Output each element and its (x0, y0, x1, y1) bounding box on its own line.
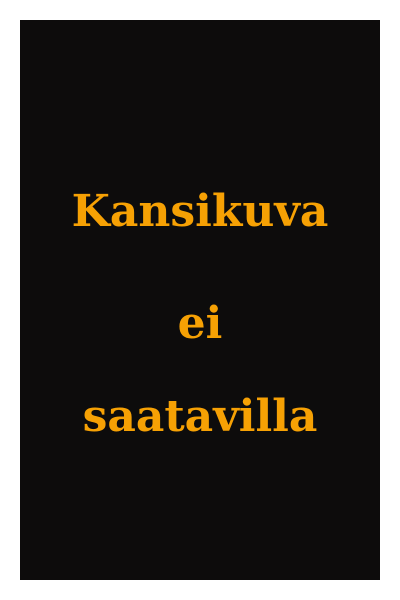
placeholder-line-1: Kansikuva (71, 186, 329, 237)
placeholder-line-3: saatavilla (82, 391, 318, 442)
placeholder-line-2: ei (177, 298, 223, 349)
cover-placeholder (20, 20, 380, 580)
